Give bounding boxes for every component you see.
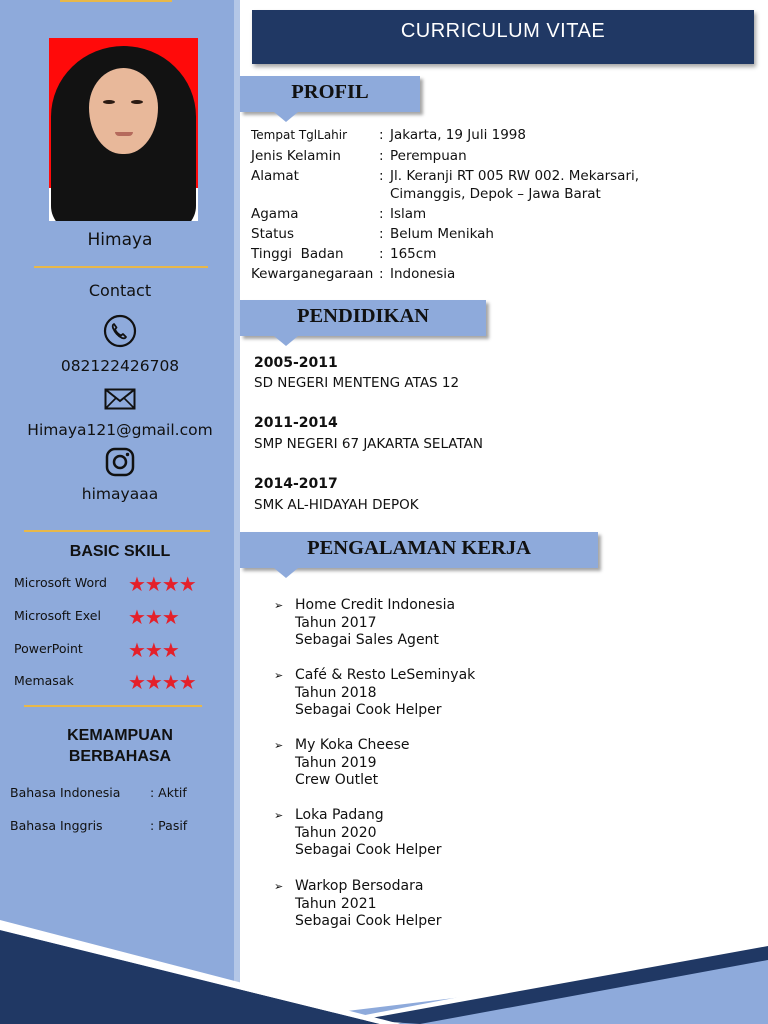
job-role: Sebagai Cook Helper (295, 913, 442, 929)
language-name: Bahasa Indonesia (10, 785, 121, 800)
profile-label: Status (251, 226, 295, 242)
job-place: Café & Resto LeSeminyak (295, 667, 476, 683)
language-title-line2: BERBAHASA (68, 748, 172, 765)
arrow-bullet-icon: ➢ (274, 809, 284, 822)
skill-row (14, 639, 234, 661)
skill-row (14, 671, 234, 693)
skill-row (14, 573, 234, 595)
skill-name: Microsoft Word (14, 575, 107, 590)
language-level: : Pasif (150, 818, 188, 833)
education-years: 2011-2014 (254, 415, 338, 431)
star-rating-icon: ★★★★ (128, 572, 196, 596)
star-rating-icon: ★★★★ (128, 670, 196, 694)
profile-label: Kewarganegaraan (251, 266, 374, 282)
arrow-bullet-icon: ➢ (274, 880, 284, 893)
job-year: Tahun 2020 (295, 824, 377, 841)
email-address[interactable]: Himaya121@gmail.com (27, 421, 213, 439)
education-school: SMK AL-HIDAYAH DEPOK (254, 497, 419, 513)
contact-title: Contact (88, 281, 152, 300)
profile-value: 165cm (390, 246, 437, 262)
job-year: Tahun 2017 (295, 614, 377, 631)
job-place: My Koka Cheese (295, 737, 410, 753)
job-role: Crew Outlet (295, 772, 379, 788)
education-school: SD NEGERI MENTENG ATAS 12 (254, 375, 460, 391)
phone-icon (0, 314, 240, 348)
arrow-bullet-icon: ➢ (274, 669, 284, 682)
job-place: Warkop Bersodara (295, 878, 424, 894)
sidebar-edge (234, 0, 240, 1024)
profile-value: Jakarta, 19 Juli 1998 (390, 127, 526, 143)
education-years: 2005-2011 (254, 355, 338, 371)
skill-divider (24, 705, 202, 707)
education-years: 2014-2017 (254, 476, 338, 492)
language-level: : Aktif (150, 785, 187, 800)
skill-name: PowerPoint (14, 641, 83, 656)
profile-label: Agama (251, 206, 299, 222)
profile-value: Islam (390, 206, 427, 222)
instagram-handle[interactable]: himayaaa (81, 485, 159, 503)
phone-number[interactable]: 082122426708 (60, 357, 180, 375)
job-year: Tahun 2021 (295, 895, 377, 912)
skill-name: Memasak (14, 673, 74, 688)
contact-divider (24, 530, 210, 532)
email-icon (0, 388, 240, 410)
basic-skill-title: BASIC SKILL (69, 543, 171, 560)
arrow-bullet-icon: ➢ (274, 739, 284, 752)
top-divider (60, 0, 172, 2)
profile-heading: PROFIL (240, 76, 420, 112)
profile-label: Tinggi Badan (251, 246, 344, 262)
job-place: Home Credit Indonesia (295, 597, 456, 613)
experience-heading: PENGALAMAN KERJA (240, 532, 598, 568)
profile-value-cont: Cimanggis, Depok – Jawa Barat (390, 186, 601, 202)
language-name: Bahasa Inggris (10, 818, 103, 833)
skill-row (14, 606, 234, 628)
job-role: Sebagai Sales Agent (295, 632, 439, 648)
person-name: Himaya (87, 230, 153, 250)
star-rating-icon: ★★★ (128, 605, 179, 629)
profile-label: Alamat (251, 168, 299, 184)
language-title-line1: KEMAMPUAN (67, 727, 173, 744)
name-divider (34, 266, 208, 268)
profile-photo (49, 38, 198, 221)
skill-name: Microsoft Exel (14, 608, 101, 623)
job-place: Loka Padang (295, 807, 384, 823)
profile-value: Perempuan (390, 148, 467, 164)
education-heading: PENDIDIKAN (240, 300, 486, 336)
profile-label: Jenis Kelamin (251, 148, 341, 164)
job-year: Tahun 2018 (295, 684, 377, 701)
profile-value: Indonesia (390, 266, 456, 282)
star-rating-icon: ★★★ (128, 638, 179, 662)
page-title: CURRICULUM VITAE (252, 10, 754, 64)
profile-value: Belum Menikah (390, 226, 494, 242)
arrow-bullet-icon: ➢ (274, 599, 284, 612)
profile-value: Jl. Keranji RT 005 RW 002. Mekarsari, (390, 168, 640, 184)
instagram-icon (0, 447, 240, 477)
bottom-decoration (0, 920, 768, 1024)
profile-label: Tempat TglLahir (251, 128, 348, 142)
job-role: Sebagai Cook Helper (295, 842, 442, 858)
education-school: SMP NEGERI 67 JAKARTA SELATAN (254, 436, 483, 452)
job-year: Tahun 2019 (295, 754, 377, 771)
job-role: Sebagai Cook Helper (295, 702, 442, 718)
